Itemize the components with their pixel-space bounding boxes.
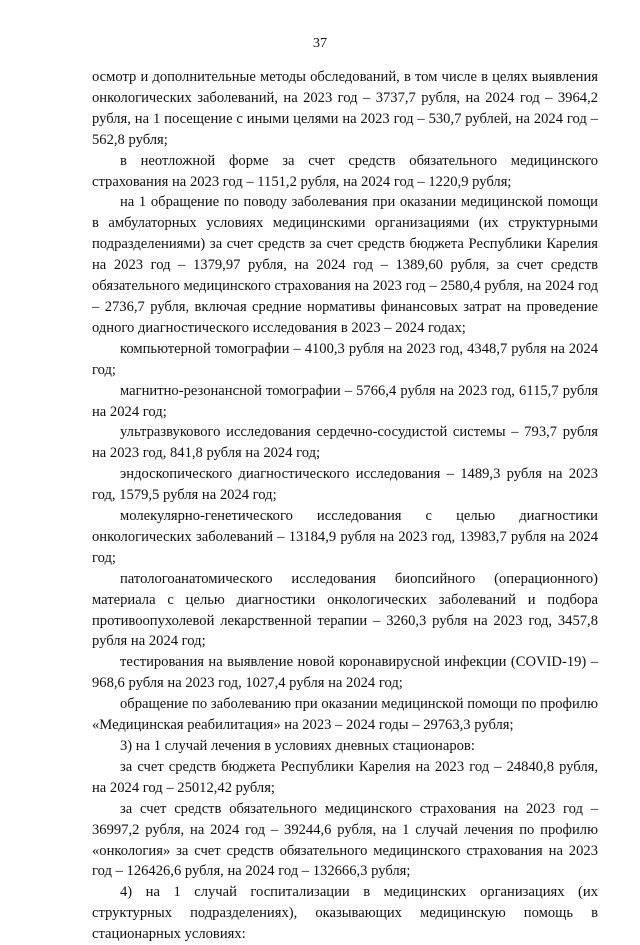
page-number: 37 <box>313 36 327 51</box>
paragraph: патологоанатомического исследования биопсийного (операционного) материала с целью диагностики онкологических заболеваний и подбора противоопухолевой лекарственной терапии – 3260,3 рубля на 2023 год, 3457,8 рубля на 2024 год; <box>92 570 598 650</box>
paragraph: в неотложной форме за счет средств обязательного медицинского страхования на 2023 год – 1151,2 рубля, на 2024 год – 1220,9 рубля; <box>92 152 598 190</box>
paragraph: компьютерной томографии – 4100,3 рубля на 2023 год, 4348,7 рубля на 2024 год; <box>92 340 598 378</box>
paragraph: 3) на 1 случай лечения в условиях дневных стационаров: <box>120 738 475 754</box>
paragraph: магнитно-резонансной томографии – 5766,4 рубля на 2023 год, 6115,7 рубля на 2024 год; <box>92 382 598 420</box>
paragraph: 4) на 1 случай госпитализации в медицинских организациях (их структурных подразделениях), оказывающих медицинскую помощь в стационарных условиях: <box>92 884 598 943</box>
paragraph: осмотр и дополнительные методы обследований, в том числе в целях выявления онкологических заболеваний, на 2023 год – 3737,7 рубля, на 2024 год – 3964,2 рубля, на 1 посещение с иными целями на 2023 год – 530,7 рублей, на 2024 год – 562,8 рубля; <box>92 69 598 148</box>
paragraph: за счет средств бюджета Республики Карелия на 2023 год – 24840,8 рубля, на 2024 год – 25012,42 рубля; <box>92 758 598 796</box>
paragraph: за счет средств обязательного медицинского страхования на 2023 год – 36997,2 рубля, на 2024 год – 39244,6 рубля, на 1 случай лечения по профилю «онкология» за счет средств обязательного медицинского страхования на 2023 год – 126426,6 рубля, на 2024 год – 132666,3 рубля; <box>92 800 598 880</box>
paragraph: обращение по заболеванию при оказании медицинской помощи по профилю «Медицинская реабилитация» на 2023 – 2024 годы – 29763,3 рубля; <box>92 696 598 734</box>
paragraph: эндоскопического диагностического исследования – 1489,3 рубля на 2023 год, 1579,5 рубля на 2024 год; <box>92 466 598 504</box>
paragraph: ультразвукового исследования сердечно-сосудистой системы – 793,7 рубля на 2023 год, 841,8 рубля на 2024 год; <box>92 424 598 462</box>
paragraph: на 1 обращение по поводу заболевания при оказании медицинской помощи в амбулаторных условиях медицинскими организациями (их структурными подразделениями) за счет средств за счет средств бюджета Республики Карелия на 2023 год – 1379,97 рубля, на 2024 год – 1389,60 рубля, за счет средств обязательного медицинского страхования на 2023 год – 2580,4 рубля, на 2024 год – 2736,7 рубля, включая средние нормативы финансовых затрат на проведение одного диагностического исследования в 2023 – 2024 годах; <box>92 194 598 336</box>
paragraph: тестирования на выявление новой коронавирусной инфекции (COVID-19) – 968,6 рубля на 2023 год, 1027,4 рубля на 2024 год; <box>92 654 598 692</box>
body-text <box>92 67 598 945</box>
paragraph: молекулярно-генетического исследования с целью диагностики онкологических заболеваний – 13184,9 рубля на 2023 год, 13983,7 рубля на 2024 год; <box>92 508 598 566</box>
